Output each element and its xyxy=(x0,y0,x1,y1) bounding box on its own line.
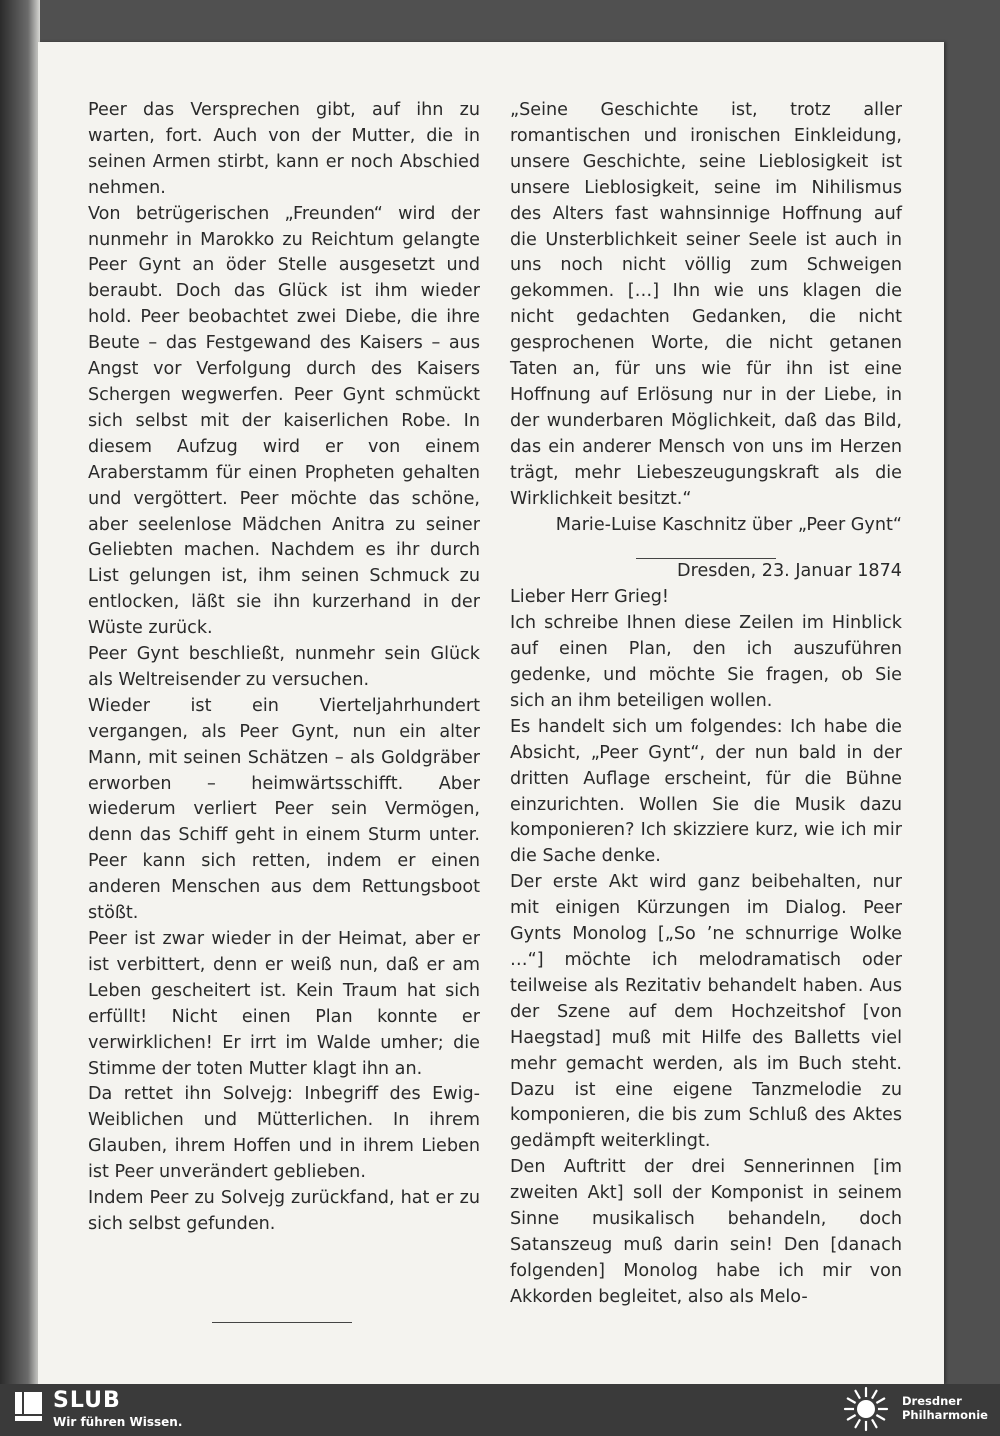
left-paragraph-1: Peer das Versprechen gibt, auf ihn zu warten, fort. Auch von der Mutter, die in seinen Armen stirbt, kann er noch Abschied nehmen. xyxy=(88,100,480,198)
slub-logo-text[interactable]: SLUB xyxy=(53,1388,121,1413)
left-paragraph-7: Indem Peer zu Solvejg zurückfand, hat er zu sich selbst gefunden. xyxy=(88,1188,480,1234)
letter-paragraph-3: Der erste Akt wird ganz beibehalten, nur mit einigen Kürzungen im Dialog. Peer Gynts Monolog [„So ’ne schnurrige Wolke …“] möchte ich melodramatisch oder teilweise als Rezitativ behandelt haben. Aus der Szene auf dem Hochzeitshof [von Haegstad] muß mit Hilfe des Balletts viel mehr gemacht werden, als im Buch steht. Dazu ist eine eigene Tanzmelodie zu komponieren, die bis zum Schluß des Aktes gedämpft weiterklingt. xyxy=(510,872,902,1152)
left-paragraph-6: Da rettet ihn Solvejg: Inbegriff des Ewig-Weiblichen und Mütterlichen. In ihrem Glauben, ihrem Hoffen und in ihrem Lieben ist Peer unverändert geblieben. xyxy=(88,1084,480,1183)
kaschnitz-quote: „Seine Geschichte ist, trotz aller romantischen und ironischen Einkleidung, unsere Geschichte, seine Lieblosigkeit ist unsere Lieblosigkeit, seine im Nihilismus des Alters fast wahnsinnige Hoffnung auf die Unsterblichkeit seiner Seele ist auch in uns noch nicht völlig zum Schweigen gekommen. […] Ihn wie uns klagen die nicht gedachten Gedanken, die nicht gesprochenen Worte, die nicht getanen Taten an, für uns wie für ihn ist eine Hoffnung auf Erlösung nur in der Liebe, in der wunderbaren Möglichkeit, daß das Bild, das ein anderer Mensch von uns im Herzen trägt, mehr Liebeszeugungskraft als die Wirklichkeit besitzt.“ xyxy=(510,100,902,509)
sunburst-logo-icon[interactable] xyxy=(838,1386,894,1436)
letter-paragraph-2: Es handelt sich um folgendes: Ich habe die Absicht, „Peer Gynt“, der nun bald in der dritten Auflage erscheint, für die Bühne einzurichten. Wollen Sie die Musik dazu komponieren? Ich skizziere kurz, wie ich mir die Sache denke. xyxy=(510,716,902,867)
left-paragraph-3: Peer Gynt beschließt, nunmehr sein Glück als Weltreisender zu versuchen. xyxy=(88,644,480,690)
binding-edge xyxy=(0,0,40,1384)
right-column xyxy=(510,98,902,1311)
letter-date: Dresden, 23. Januar 1874 xyxy=(677,561,902,582)
letter-paragraph-1: Ich schreibe Ihnen diese Zeilen im Hinblick auf einen Plan, den ich auszuführen gedenke, und möchte Sie fragen, ob Sie sich an ihm beteiligen wollen. xyxy=(510,613,902,711)
quote-attribution: Marie-Luise Kaschnitz über „Peer Gynt“ xyxy=(555,514,902,535)
left-paragraph-5: Peer ist zwar wieder in der Heimat, aber er ist verbittert, denn er weiß nun, daß er am Leben gescheitert ist. Kein Traum hat sich erfüllt! Nicht einen Plan konnte er verwirklichen! Er irrt im Walde umher; die Stimme der toten Mutter klagt ihn an. xyxy=(88,929,480,1079)
left-paragraph-4: Wieder ist ein Vierteljahrhundert vergangen, als Peer Gynt, nun ein alter Mann, mit seinen Schätzen – als Goldgräber erworben – heimwärtsschifft. Aber wiederum verliert Peer sein Vermögen, denn das Schiff geht in einem Sturm unter. Peer kann sich retten, indem er einen anderen Menschen aus dem Rettungsboot stößt. xyxy=(88,695,480,924)
partner-line-1: Dresdner xyxy=(902,1394,962,1408)
letter-salutation: Lieber Herr Grieg! xyxy=(510,587,669,608)
partner-line-2: Philharmonie xyxy=(902,1408,988,1422)
section-divider-left xyxy=(212,1322,352,1323)
book-stack-icon xyxy=(14,1390,44,1426)
dresdner-philharmonie-name xyxy=(902,1394,988,1422)
slub-tagline: Wir führen Wissen. xyxy=(53,1415,183,1429)
letter-paragraph-4: Den Auftritt der drei Sennerinnen [im zweiten Akt] soll der Komponist in seinem Sinne musikalisch behandeln, doch Satanszeug muß darin sein! Den [danach folgenden] Monolog habe ich mir von Akkorden begleitet, also als Melo- xyxy=(510,1157,902,1307)
left-paragraph-2: Von betrügerischen „Freunden“ wird der nunmehr in Marokko zu Reichtum gelangte Peer Gynt an öder Stelle ausgesetzt und beraubt. Doch das Glück ist ihm wieder hold. Peer beobachtet zwei Diebe, die ihre Beute – das Festgewand des Kaisers – aus Angst vor Verfolgung durch des Kaisers Schergen wegwerfen. Peer Gynt schmückt sich selbst mit der kaiserlichen Robe. In diesem Aufzug wird er von einem Araberstamm für einen Propheten gehalten und vergöttert. Peer möchte das schöne, aber seelenlose Mädchen Anitra zu seiner Geliebten machen. Nachdem es ihr durch List gelungen ist, ihm seinen Schmuck zu entlocken, läßt sie ihn kurzerhand in der Wüste zurück. xyxy=(88,203,480,639)
footer-bar xyxy=(0,1384,1000,1434)
left-column xyxy=(88,98,480,1323)
